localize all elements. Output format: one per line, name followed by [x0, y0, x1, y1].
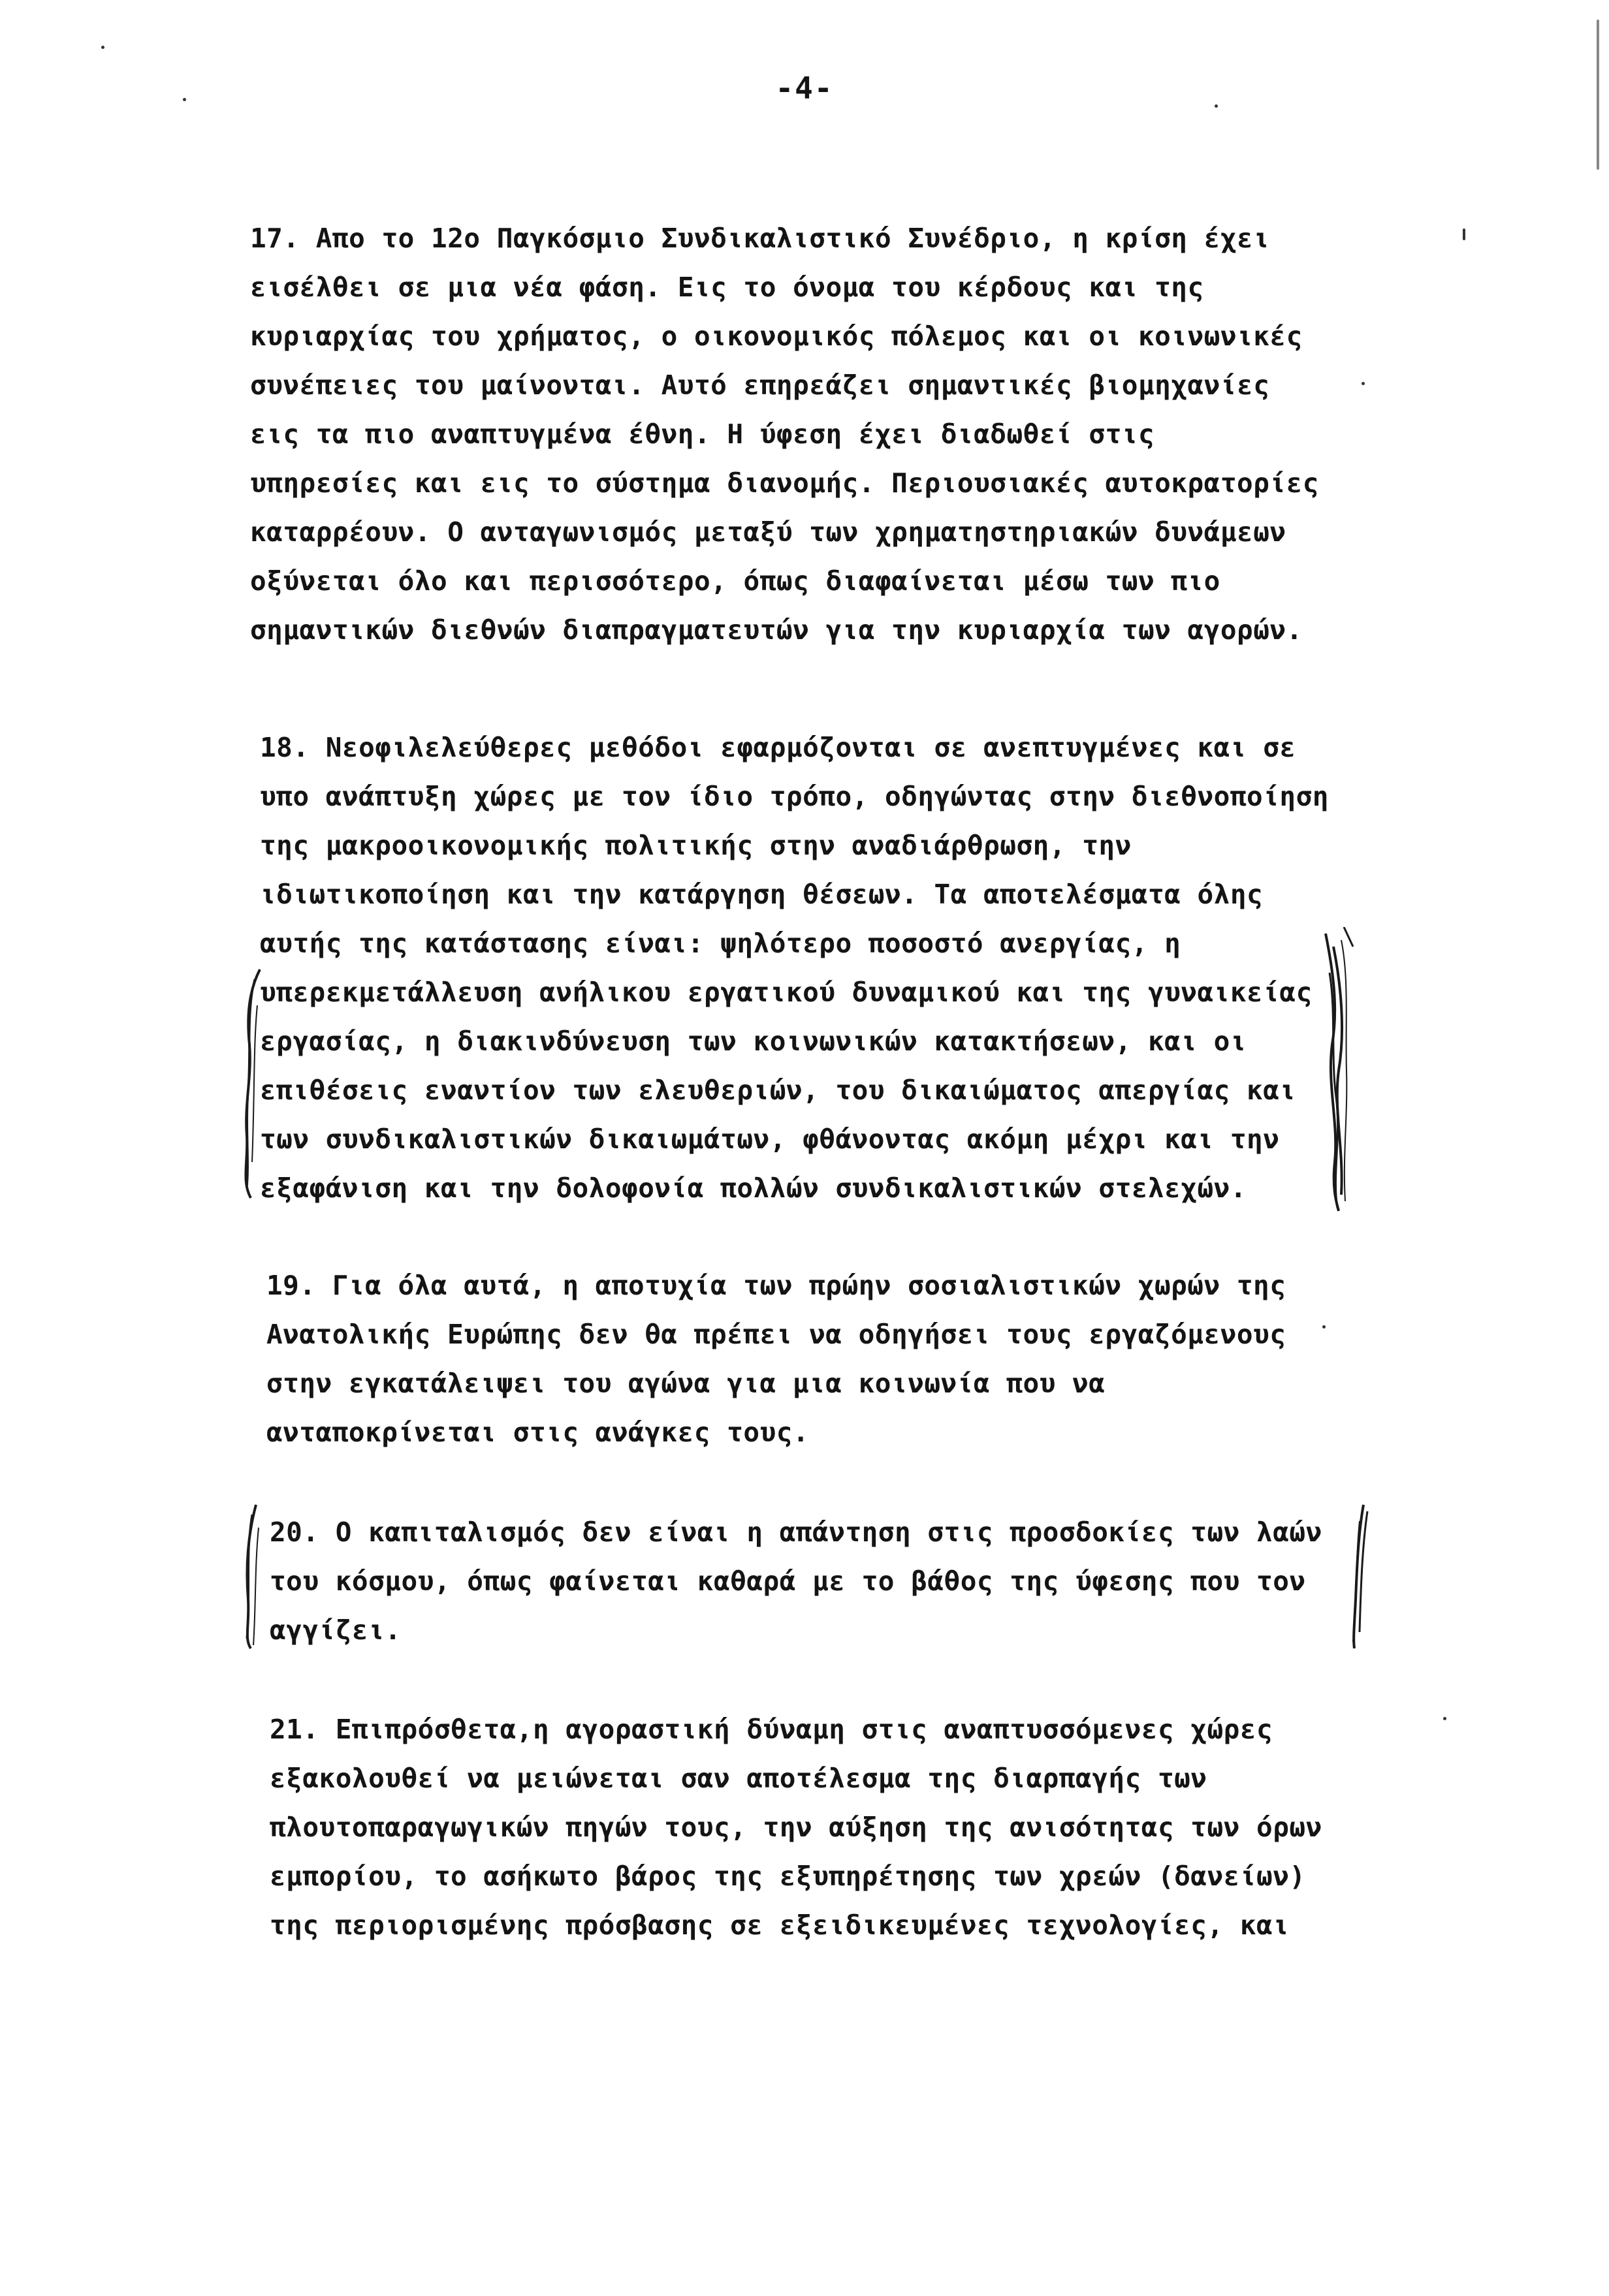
margin-mark-left-20: [236, 1502, 266, 1652]
text-line: ιδιωτικοποίηση και την κατάργηση θέσεων. Τα αποτελέσματα όλης: [260, 879, 1264, 910]
margin-mark-right-20: [1345, 1502, 1371, 1652]
paragraph-21: [270, 1705, 1322, 1950]
text-line: του κόσμου, όπως φαίνεται καθαρά με το βάθος της ύφεσης που τον: [270, 1565, 1306, 1597]
paragraph-17: [250, 214, 1319, 655]
text-line: εργασίας, η διακινδύνευση των κοινωνικών κατακτήσεων, και οι: [260, 1026, 1247, 1057]
page-number: -4-: [775, 71, 834, 106]
scan-speck: [183, 98, 186, 101]
scan-speck: [1443, 1717, 1446, 1720]
text-line: Ανατολικής Ευρώπης δεν θα πρέπει να οδηγήσει τους εργαζόμενους: [266, 1319, 1286, 1350]
text-line: της μακροοικονομικής πολιτικής στην αναδιάρθρωση, την: [260, 830, 1132, 861]
text-line: 18. Νεοφιλελεύθερες μεθόδοι εφαρμόζονται σε ανεπτυγμένες και σε: [260, 732, 1296, 763]
text-line: σημαντικών διεθνών διαπραγματευτών για την κυριαρχία των αγορών.: [250, 614, 1303, 646]
text-line: της περιορισμένης πρόσβασης σε εξειδικευμένες τεχνολογίες, και: [270, 1910, 1290, 1941]
text-line: οξύνεται όλο και περισσότερο, όπως διαφαίνεται μέσω των πιο: [250, 565, 1220, 597]
text-line: αγγίζει.: [270, 1614, 402, 1646]
text-line: επιθέσεις εναντίον των ελευθεριών, του δικαιώματος απεργίας και: [260, 1075, 1296, 1106]
scan-speck: [101, 46, 104, 49]
text-line: εμπορίου, το ασήκωτο βάρος της εξυπηρέτησης των χρεών (δανείων): [270, 1861, 1306, 1892]
text-line: εις τα πιο αναπτυγμένα έθνη. Η ύφεση έχει διαδωθεί στις: [250, 418, 1155, 450]
text-line: υπο ανάπτυξη χώρες με τον ίδιο τρόπο, οδηγώντας στην διεθνοποίηση: [260, 781, 1329, 812]
text-line: 19. Για όλα αυτά, η αποτυχία των πρώην σοσιαλιστικών χωρών της: [266, 1270, 1286, 1301]
text-line: συνέπειες του μαίνονται. Αυτό επηρεάζει σημαντικές βιομηχανίες: [250, 370, 1270, 401]
text-line: στην εγκατάλειψει του αγώνα για μια κοινωνία που να: [266, 1368, 1106, 1399]
text-line: 21. Επιπρόσθετα,η αγοραστική δύναμη στις αναπτυσσόμενες χώρες: [270, 1714, 1273, 1745]
text-line: εισέλθει σε μια νέα φάση. Εις το όνομα του κέρδους και της: [250, 272, 1204, 303]
text-line: 20. Ο καπιταλισμός δεν είναι η απάντηση στις προσδοκίες των λαών: [270, 1517, 1322, 1548]
scan-speck: [1597, 20, 1599, 170]
text-line: υπηρεσίες και εις το σύστημα διανομής. Περιουσιακές αυτοκρατορίες: [250, 467, 1319, 499]
scan-speck: [1362, 382, 1365, 385]
text-line: εξακολουθεί να μειώνεται σαν αποτέλεσμα της διαρπαγής των: [270, 1763, 1207, 1794]
text-line: καταρρέουν. Ο ανταγωνισμός μεταξύ των χρηματηστηριακών δυνάμεων: [250, 516, 1286, 548]
scan-speck: [1322, 1325, 1326, 1329]
text-line: των συνδικαλιστικών δικαιωμάτων, φθάνοντας ακόμη μέχρι και την: [260, 1124, 1280, 1155]
text-line: εξαφάνιση και την δολοφονία πολλών συνδικαλιστικών στελεχών.: [260, 1172, 1247, 1204]
paragraph-19: [266, 1261, 1286, 1457]
text-line: ανταποκρίνεται στις ανάγκες τους.: [266, 1417, 810, 1448]
scan-speck: [1215, 104, 1218, 108]
paragraph-20: [270, 1508, 1322, 1655]
text-line: αυτής της κατάστασης είναι: ψηλότερο ποσοστό ανεργίας, η: [260, 928, 1181, 959]
text-line: 17. Απο το 12ο Παγκόσμιο Συνδικαλιστικό Συνέδριο, η κρίση έχει: [250, 223, 1270, 254]
text-line: πλουτοπαραγωγικών πηγών τους, την αύξηση της ανισότητας των όρων: [270, 1812, 1322, 1843]
text-line: κυριαρχίας του χρήματος, ο οικονομικός πόλεμος και οι κοινωνικές: [250, 321, 1303, 352]
scan-speck: [1463, 228, 1465, 240]
text-line: υπερεκμετάλλευση ανήλικου εργατικού δυναμικού και της γυναικείας: [260, 977, 1313, 1008]
paragraph-18: [260, 723, 1329, 1213]
